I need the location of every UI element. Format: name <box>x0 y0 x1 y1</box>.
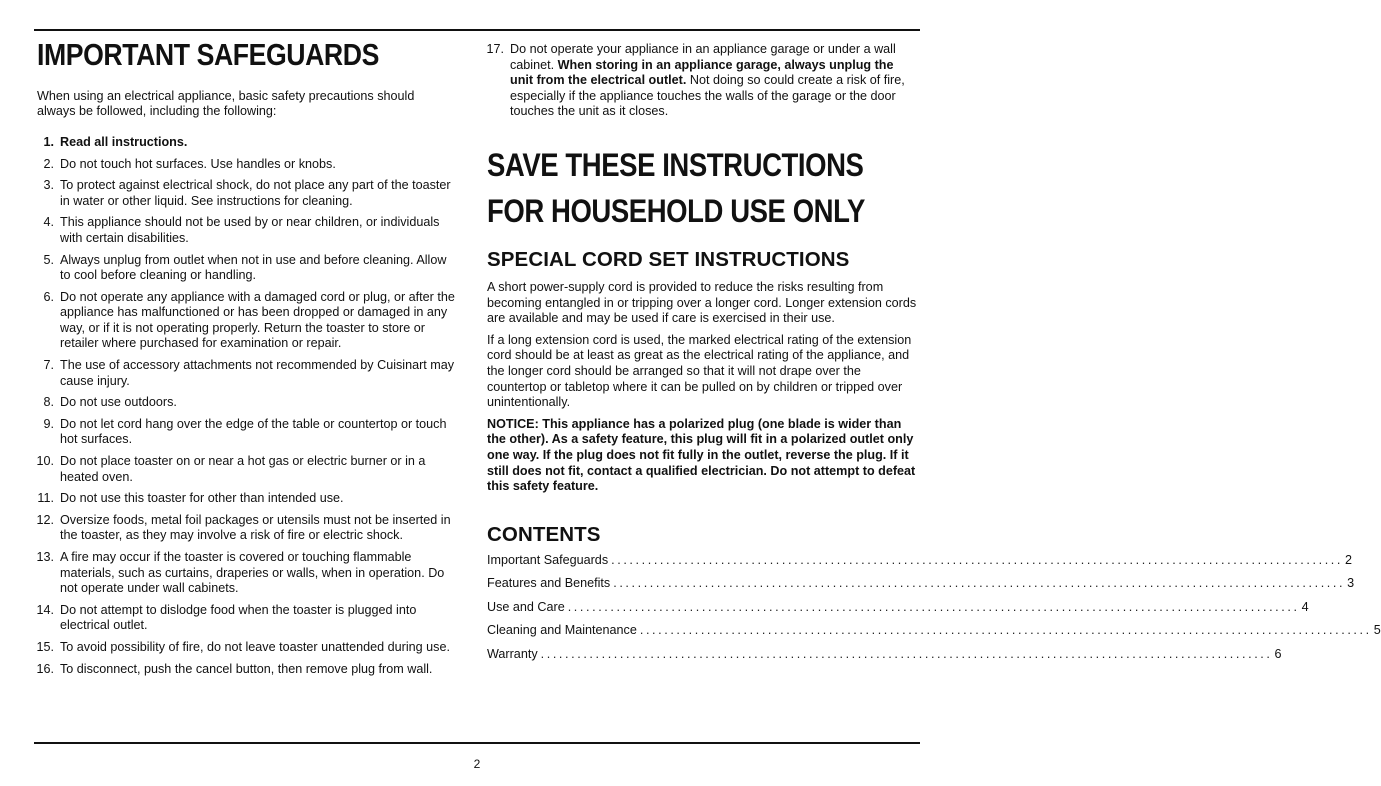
list-number: 12. <box>36 512 54 527</box>
list-number: 14. <box>36 602 54 617</box>
safeguard-item-13 <box>37 550 455 597</box>
safeguard-item-10 <box>37 454 455 485</box>
cord-set-heading: SPECIAL CORD SET INSTRUCTIONS <box>487 247 850 271</box>
list-number: 15. <box>36 639 54 654</box>
item-text: To disconnect, push the cancel button, then remove plug from wall. <box>60 661 433 676</box>
item-text: A fire may occur if the toaster is covered or touching flammable materials, such as curtains, draperies or walls, when in operation. Do not operate under wall cabinets. <box>60 550 445 596</box>
list-number: 13. <box>36 550 54 564</box>
toc-label: Use and Care <box>487 599 565 614</box>
page-number: 2 <box>473 757 481 771</box>
toc-page-number: 2 <box>1345 552 1353 567</box>
item-text: Do not operate your appliance in an appliance garage or under a wall cabinet. <box>510 42 896 72</box>
safeguard-item-14 <box>37 603 455 634</box>
list-number: 11. <box>37 491 54 506</box>
item-text: Always unplug from outlet when not in use and before cleaning. Allow to cool before cleaning or handling. <box>60 252 447 283</box>
save-instructions-heading: SAVE THESE INSTRUCTIONS <box>487 146 864 183</box>
toc-leader-dots: ........................................................................................................................ <box>611 552 1343 567</box>
item-text: Do not place toaster on or near a hot gas or electric burner or in a heated oven. <box>60 454 426 484</box>
safeguard-item-9 <box>37 417 455 448</box>
item-text: The use of accessory attachments not recommended by Cuisinart may cause injury. <box>60 358 455 388</box>
toc-label: Cleaning and Maintenance <box>487 623 637 638</box>
save-instructions-block <box>487 142 917 234</box>
item-text-end: Not doing so could create a risk of fire, especially if the appliance touches the walls of the garage or the door touches the unit as it closes. <box>510 73 905 119</box>
item-text: To protect against electrical shock, do not place any part of the toaster in water or other liquid. See instructions for cleaning. <box>60 178 451 208</box>
list-number: 8. <box>43 395 54 410</box>
safeguard-item-1 <box>37 135 455 151</box>
safeguard-item-7 <box>37 358 455 389</box>
list-number: 1. <box>43 134 54 149</box>
cord-paragraph-2: If a long extension cord is used, the marked electrical rating of the extension cord should be at least as great as the electrical rating of the appliance, and the longer cord should be arranged so that it will not drape over the countertop or tabletop where it can be pulled on by children or tripped over unintentionally. <box>487 332 912 410</box>
safeguard-item-17 <box>487 42 917 120</box>
right-column <box>486 42 1381 670</box>
safeguard-item-12 <box>37 513 455 544</box>
item-text: Read all instructions. <box>60 134 188 149</box>
list-number: 2. <box>43 156 54 171</box>
left-column <box>37 36 455 677</box>
toc-entry[interactable] <box>487 623 1381 647</box>
safeguard-item-3 <box>37 178 455 209</box>
toc-leader-dots: ........................................................................................................................ <box>540 646 1273 661</box>
household-use-heading: FOR HOUSEHOLD USE ONLY <box>487 192 865 229</box>
safeguards-heading: IMPORTANT SAFEGUARDS <box>37 37 379 72</box>
list-number: 10. <box>36 454 54 469</box>
safeguard-item-8 <box>37 395 455 411</box>
safeguard-item-11 <box>37 491 455 507</box>
safeguard-item-5 <box>37 253 455 284</box>
bottom-rule <box>34 742 920 744</box>
toc-page-number: 3 <box>1347 576 1355 591</box>
item-text: Do not use outdoors. <box>60 395 177 410</box>
safeguards-intro: When using an electrical appliance, basic safety precautions should always be followed, including the following: <box>37 88 415 119</box>
safeguards-list <box>37 135 455 677</box>
toc-leader-dots: ........................................................................................................................ <box>639 623 1372 638</box>
notice-text: This appliance has a polarized plug (one blade is wider than the other). As a safety feature, this plug will fit in a polarized outlet only one way. If the plug does not fit fully in the outlet, reverse the plug. If it still does not fit, contact a qualified electrician. Do not attempt to defeat this safety feature. <box>487 416 916 494</box>
list-number: 7. <box>43 358 54 373</box>
list-number: 4. <box>43 215 54 230</box>
list-number: 6. <box>43 289 54 304</box>
list-number: 17. <box>486 42 504 56</box>
toc-page-number: 6 <box>1274 646 1282 661</box>
toc-entry[interactable] <box>487 576 1355 600</box>
item-text: Do not let cord hang over the edge of the table or countertop or touch hot surfaces. <box>60 416 447 447</box>
toc-leader-dots: ........................................................................................................................ <box>567 599 1300 614</box>
toc-label: Warranty <box>487 646 538 661</box>
toc-entry[interactable] <box>487 646 1282 671</box>
safeguard-item-16 <box>37 662 455 678</box>
item-text: Do not use this toaster for other than intended use. <box>60 491 344 506</box>
toc-label: Features and Benefits <box>487 576 611 591</box>
list-number: 9. <box>43 416 54 431</box>
toc-label: Important Safeguards <box>487 552 609 567</box>
item-text: Oversize foods, metal foil packages or utensils must not be inserted in the toaster, as they may involve a risk of fire or electric shock. <box>60 512 451 543</box>
cord-paragraph-1: A short power-supply cord is provided to reduce the risks resulting from becoming entangled in or tripping over a longer cord. Longer extension cords are available and may be used if care is exercised in their use. <box>487 279 917 326</box>
notice-paragraph <box>487 417 917 495</box>
safeguard-item-2 <box>37 157 455 173</box>
toc-page-number: 4 <box>1301 599 1309 614</box>
toc-entry[interactable] <box>487 599 1309 624</box>
item-text: Do not operate any appliance with a damaged cord or plug, or after the appliance has malfunctioned or has been dropped or damaged in any way, or if it is not operating properly. Return the toaster to store or retailer where purchased for examination or repair. <box>60 289 455 351</box>
toc-leader-dots: ........................................................................................................................ <box>613 576 1346 591</box>
safeguard-item-6 <box>37 290 455 352</box>
safeguard-item-4 <box>37 215 455 246</box>
item-text: Do not touch hot surfaces. Use handles or knobs. <box>60 156 336 171</box>
toc-page-number: 5 <box>1373 623 1381 638</box>
list-number: 3. <box>43 178 54 193</box>
toc-entry[interactable] <box>487 552 1353 577</box>
list-number: 5. <box>43 252 54 267</box>
safeguard-item-15 <box>37 640 455 656</box>
contents-heading: CONTENTS <box>487 522 601 546</box>
item-text: To avoid possibility of fire, do not leave toaster unattended during use. <box>60 639 450 654</box>
item-text: This appliance should not be used by or near children, or individuals with certain disabilities. <box>60 215 440 245</box>
notice-label: NOTICE: <box>487 416 539 431</box>
list-number: 16. <box>36 661 54 676</box>
item-text: Do not attempt to dislodge food when the toaster is plugged into electrical outlet. <box>60 602 417 633</box>
item-text-bold: When storing in an appliance garage, always unplug the unit from the electrical outlet. <box>510 57 894 88</box>
table-of-contents <box>487 552 1381 671</box>
top-rule <box>34 29 920 31</box>
